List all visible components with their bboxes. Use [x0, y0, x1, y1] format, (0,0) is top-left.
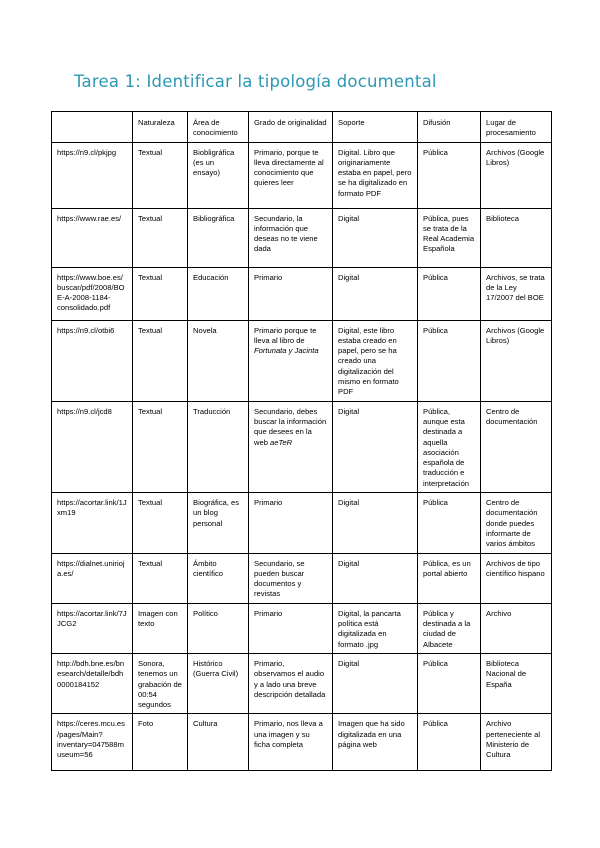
cell-lugar: Archivo perteneciente al Ministerio de Cultura — [481, 714, 552, 771]
cell-grado: Primario, observamos el audio y a lado una breve descripción detallada — [249, 653, 333, 713]
header-difusion: Difusión — [418, 112, 481, 143]
cell-naturaleza: Textual — [133, 493, 188, 553]
cell-soporte: Digital — [333, 653, 418, 713]
cell-url[interactable]: https://acortar.link/1Jxm19 — [52, 493, 133, 553]
cell-area: Cultura — [188, 714, 249, 771]
cell-naturaleza: Textual — [133, 320, 188, 401]
cell-url[interactable]: https://acortar.link/7JJCG2 — [52, 603, 133, 653]
table-row — [52, 142, 552, 208]
table-row — [52, 603, 552, 653]
table-row — [52, 714, 552, 771]
cell-difusion: Pública — [418, 493, 481, 553]
cell-difusion: Pública y destinada a la ciudad de Albacete — [418, 603, 481, 653]
cell-difusion: Pública, aunque esta destinada a aquella asociación española de traducción e interpretación — [418, 401, 481, 492]
cell-difusion: Pública, pues se trata de la Real Academia Española — [418, 208, 481, 267]
cell-soporte: Digital, este libro estaba creado en papel, pero se ha creado una digitalización del mismo en formato PDF — [333, 320, 418, 401]
table-row — [52, 208, 552, 267]
cell-difusion: Pública — [418, 267, 481, 320]
cell-difusion: Pública, es un portal abierto — [418, 553, 481, 603]
cell-url[interactable]: http://bdh.bne.es/bnesearch/detalle/bdh0000184152 — [52, 653, 133, 713]
cell-difusion: Pública — [418, 714, 481, 771]
cell-naturaleza: Textual — [133, 142, 188, 208]
header-naturaleza: Naturaleza — [133, 112, 188, 143]
cell-url[interactable]: https://ceres.mcu.es/pages/Main?inventary=047588museum=56 — [52, 714, 133, 771]
cell-naturaleza: Textual — [133, 553, 188, 603]
table-row — [52, 653, 552, 713]
cell-grado: Secundario, debes buscar la información que desees en la web aeTeR — [249, 401, 333, 492]
cell-area: Biobligráfica (es un ensayo) — [188, 142, 249, 208]
cell-grado: Secundario, la información que deseas no te viene dada — [249, 208, 333, 267]
cell-area: Novela — [188, 320, 249, 401]
cell-lugar: Archivos (Google Libros) — [481, 142, 552, 208]
cell-soporte: Digital — [333, 401, 418, 492]
cell-soporte: Digital, la pancarta política está digitalizada en formato .jpg — [333, 603, 418, 653]
table-row — [52, 553, 552, 603]
cell-lugar: Archivo — [481, 603, 552, 653]
cell-area: Histórico (Guerra Civil) — [188, 653, 249, 713]
header-area: Área de conocimiento — [188, 112, 249, 143]
table-row — [52, 267, 552, 320]
header-grado: Grado de originalidad — [249, 112, 333, 143]
cell-naturaleza: Foto — [133, 714, 188, 771]
cell-grado: Primario, nos lleva a una imagen y su ficha completa — [249, 714, 333, 771]
table-row — [52, 320, 552, 401]
cell-lugar: Centro de documentación donde puedes informarte de varios ámbitos — [481, 493, 552, 553]
cell-naturaleza: Textual — [133, 208, 188, 267]
cell-url[interactable]: https://n9.cl/pkjpg — [52, 142, 133, 208]
cell-lugar: Centro de documentación — [481, 401, 552, 492]
header-lugar: Lugar de procesamiento — [481, 112, 552, 143]
cell-grado: Primario porque te lleva al libro de Fortunata y Jacinta — [249, 320, 333, 401]
cell-soporte: Imagen que ha sido digitalizada en una página web — [333, 714, 418, 771]
table-row — [52, 493, 552, 553]
cell-naturaleza: Imagen con texto — [133, 603, 188, 653]
cell-soporte: Digital — [333, 267, 418, 320]
cell-url[interactable]: https://www.rae.es/ — [52, 208, 133, 267]
cell-area: Bibliográfica — [188, 208, 249, 267]
cell-grado: Secundario, se pueden buscar documentos y revistas — [249, 553, 333, 603]
header-url — [52, 112, 133, 143]
cell-area: Biográfica, es un blog personal — [188, 493, 249, 553]
cell-area: Traducción — [188, 401, 249, 492]
cell-difusion: Pública — [418, 320, 481, 401]
cell-url[interactable]: https://n9.cl/jcd8 — [52, 401, 133, 492]
cell-lugar: Archivos, se trata de la Ley 17/2007 del BOE — [481, 267, 552, 320]
cell-grado: Primario — [249, 603, 333, 653]
cell-url[interactable]: https://n9.cl/otbi6 — [52, 320, 133, 401]
cell-area: Educación — [188, 267, 249, 320]
cell-grado: Primario — [249, 493, 333, 553]
cell-lugar: Archivos de tipo científico hispano — [481, 553, 552, 603]
cell-naturaleza: Textual — [133, 267, 188, 320]
cell-soporte: Digital. Libro que originariamente estaba en papel, pero se ha digitalizado en formato PDF — [333, 142, 418, 208]
cell-soporte: Digital — [333, 208, 418, 267]
cell-lugar: Biblioteca Nacional de España — [481, 653, 552, 713]
header-row — [52, 112, 552, 143]
cell-difusion: Pública — [418, 653, 481, 713]
cell-difusion: Pública — [418, 142, 481, 208]
cell-soporte: Digital — [333, 553, 418, 603]
documents-table — [51, 111, 552, 771]
cell-naturaleza: Sonora, tenemos un grabación de 00:54 segundos — [133, 653, 188, 713]
cell-naturaleza: Textual — [133, 401, 188, 492]
cell-grado: Primario, porque te lleva directamente al conocimiento que quieres leer — [249, 142, 333, 208]
cell-url[interactable]: https://dialnet.unirioja.es/ — [52, 553, 133, 603]
cell-lugar: Biblioteca — [481, 208, 552, 267]
site-name: aeTeR — [270, 437, 293, 447]
cell-lugar: Archivos (Google Libros) — [481, 320, 552, 401]
book-title: Fortunata y Jacinta — [254, 346, 319, 356]
cell-grado: Primario — [249, 267, 333, 320]
cell-area: Político — [188, 603, 249, 653]
cell-area: Ámbito científico — [188, 553, 249, 603]
cell-soporte: Digital — [333, 493, 418, 553]
cell-url[interactable]: https://www.boe.es/buscar/pdf/2008/BOE-A-2008-1184-consolidado.pdf — [52, 267, 133, 320]
page-title: Tarea 1: Identificar la tipología documental — [74, 72, 437, 91]
header-soporte: Soporte — [333, 112, 418, 143]
table-row — [52, 401, 552, 492]
